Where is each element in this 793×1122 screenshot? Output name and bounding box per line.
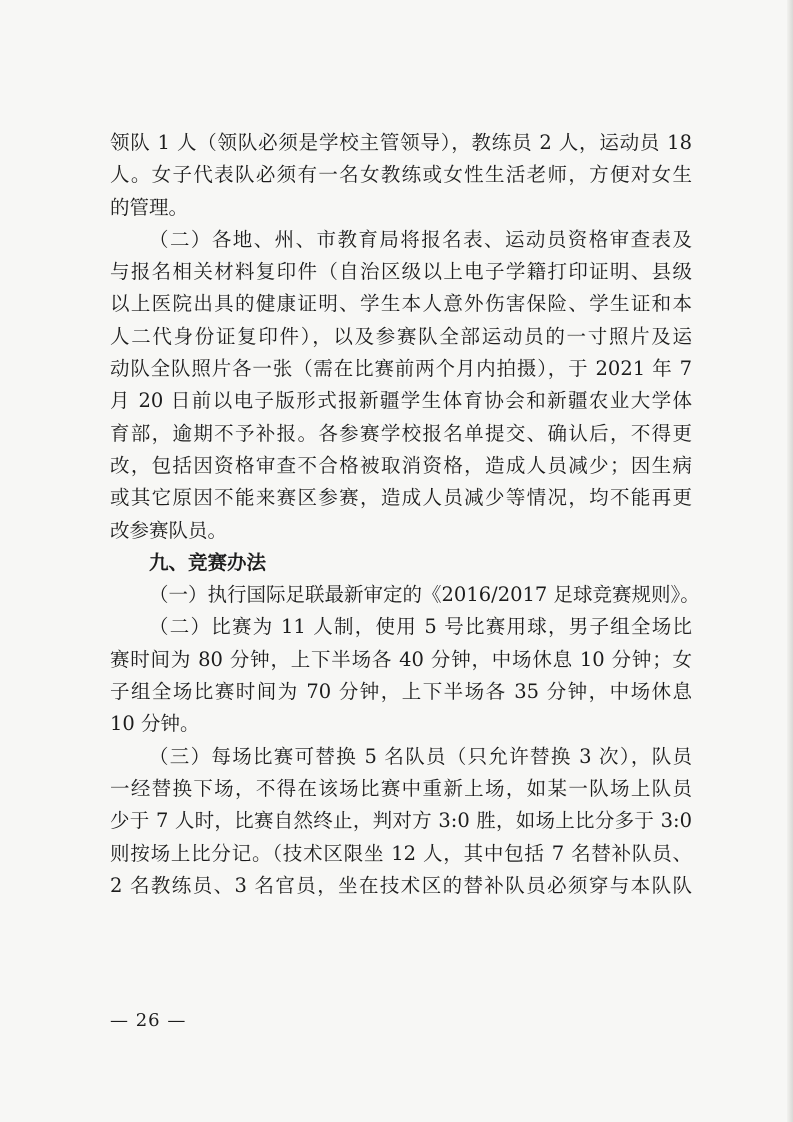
- text-line: 少于 7 人时，比赛自然终止，判对方 3:0 胜，如场上比分多于 3:0: [110, 809, 692, 833]
- text-line: 的管理。: [110, 195, 189, 219]
- rule-item-3: （三）每场比赛可替换 5 名队员（只允许替换 3 次），队员: [149, 744, 692, 768]
- document-body: [110, 127, 700, 902]
- scan-edge: [787, 0, 793, 1122]
- text-line: 赛时间为 80 分钟，上下半场各 40 分钟，中场休息 10 分钟；女: [110, 647, 692, 671]
- paragraph-2-start: （二）各地、州、市教育局将报名表、运动员资格审查表及: [149, 227, 692, 251]
- text-line: 则按场上比分记。（技术区限坐 12 人，其中包括 7 名替补队员、: [110, 841, 692, 865]
- text-line: 领队 1 人（领队必须是学校主管领导），教练员 2 人，运动员 18: [110, 131, 692, 154]
- text-line: 2 名教练员、3 名官员，坐在技术区的替补队员必须穿与本队队: [110, 873, 692, 897]
- text-line: 10 分钟。: [110, 712, 200, 736]
- text-line: 一经替换下场，不得在该场比赛中重新上场，如某一队场上队员: [110, 776, 692, 800]
- text-line: 或其它原因不能来赛区参赛，造成人员减少等情况，均不能再更: [110, 486, 692, 510]
- text-line: 改参赛队员。: [110, 518, 228, 542]
- text-line: 人二代身份证复印件），以及参赛队全部运动员的一寸照片及运: [110, 324, 692, 348]
- section-heading: 九、竞赛办法: [149, 550, 267, 574]
- text-line: 与报名相关材料复印件（自治区级以上电子学籍打印证明、县级: [110, 260, 692, 284]
- page-number: — 26 —: [110, 1010, 187, 1031]
- text-line: 育部，逾期不予补报。各参赛学校报名单提交、确认后，不得更: [110, 421, 692, 445]
- rule-item-1: （一）执行国际足联最新审定的《2016/2017 足球竞赛规则》。: [149, 583, 700, 607]
- text-line: 月 20 日前以电子版形式报新疆学生体育协会和新疆农业大学体: [110, 389, 692, 413]
- text-line: 子组全场比赛时间为 70 分钟，上下半场各 35 分钟，中场休息: [110, 680, 692, 704]
- rule-item-2: （二）比赛为 11 人制，使用 5 号比赛用球，男子组全场比: [149, 615, 692, 639]
- text-line: 人。女子代表队必须有一名女教练或女性生活老师，方便对女生: [110, 163, 692, 187]
- text-line: 改，包括因资格审查不合格被取消资格，造成人员减少；因生病: [110, 453, 692, 477]
- text-line: 动队全队照片各一张（需在比赛前两个月内拍摄），于 2021 年 7: [110, 357, 692, 381]
- text-line: 以上医院出具的健康证明、学生本人意外伤害保险、学生证和本: [110, 292, 692, 316]
